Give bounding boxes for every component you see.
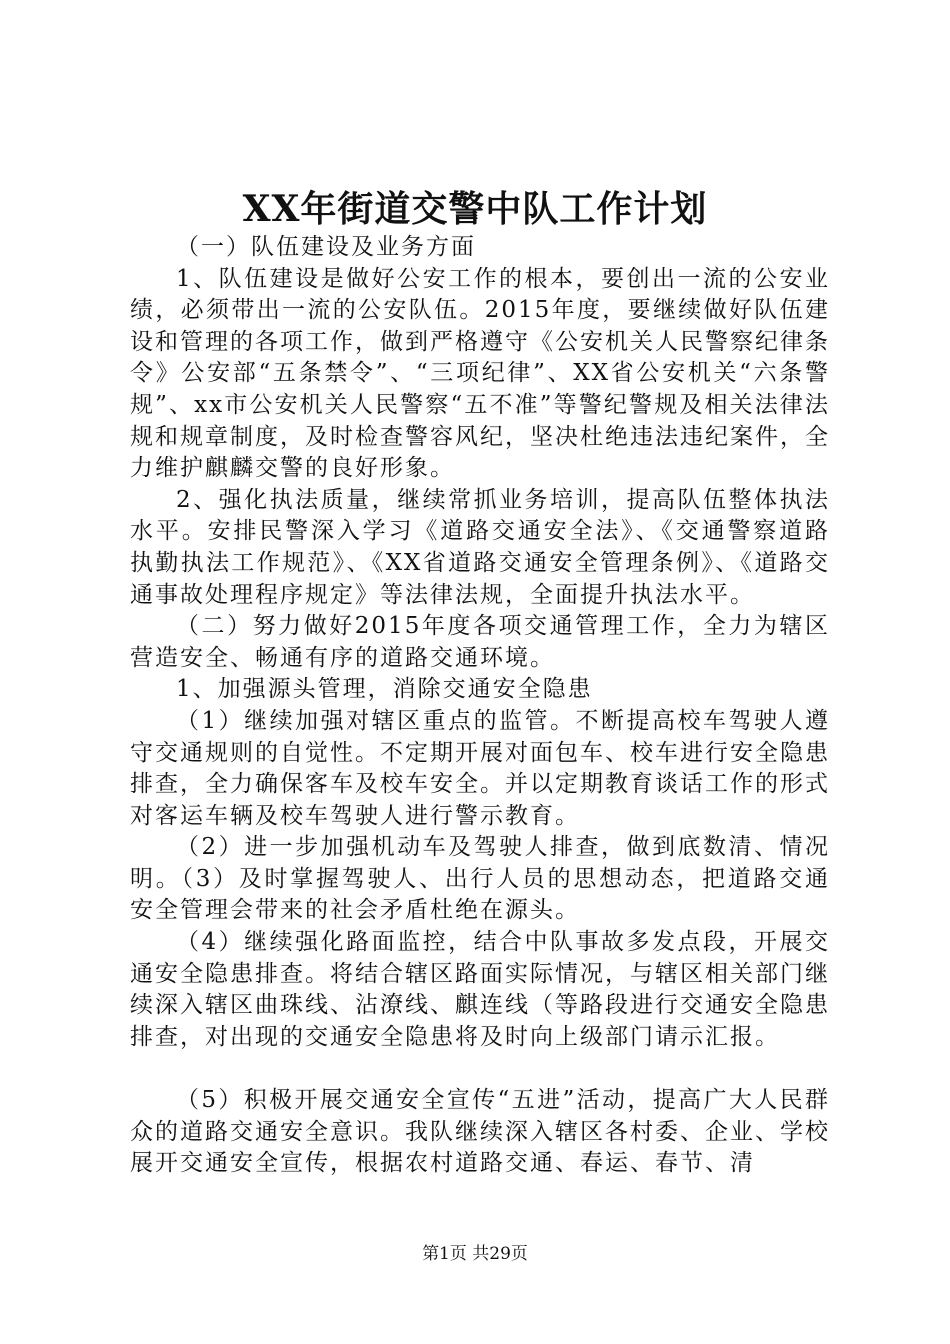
paragraph-item-2-3: （2）进一步加强机动车及驾驶人排查，做到底数清、情况明。（3）及时掌握驾驶人、出行人员的思想动态，把道路交通安全管理会带来的社会矛盾杜绝在源头。 xyxy=(130,834,830,924)
paragraph-item-4: （4）继续强化路面监控，结合中队事故多发点段，开展交通安全隐患排查。将结合辖区路面实际情况，与辖区相关部门继续深入辖区曲珠线、沾潦线、麒连线（等路段进行交通安全隐患排查，对出现的交通安全隐患将及时向上级部门请示汇报。 xyxy=(130,929,830,1050)
paragraph-team-building: 1、队伍建设是做好公安工作的根本，要创出一流的公安业绩，必须带出一流的公安队伍。2015年度，要继续做好队伍建设和管理的各项工作，做到严格遵守《公安机关人民警察纪律条令》公安部“五条禁令”、“三项纪律”、XX省公安机关“六条警规”、xx市公安机关人民警察“五不准”等警纪警规及相关法律法规和规章制度，及时检查警容风纪，坚决杜绝违法违纪案件，全力维护麒麟交警的良好形象。 xyxy=(130,265,830,482)
paragraph-source-management: 1、加强源头管理，消除交通安全隐患 xyxy=(176,676,593,703)
document-title: XX年街道交警中队工作计划 xyxy=(242,188,708,230)
paragraph-law-enforcement: 2、强化执法质量，继续常抓业务培训，提高队伍整体执法水平。安排民警深入学习《道路交通安全法》、《交通警察道路执勤执法工作规范》、《XX省道路交通安全管理条例》、《道路交通事故处理程序规定》等法律法规，全面提升执法水平。 xyxy=(130,486,830,608)
page-number-footer: 第1页 共29页 xyxy=(422,1244,528,1264)
paragraph-item-5: （5）积极开展交通安全宣传“五进”活动，提高广大人民群众的道路交通安全意识。我队继续深入辖区各村委、企业、学校展开交通安全宣传，根据农村道路交通、春运、春节、清 xyxy=(130,1087,830,1177)
paragraph-section-2-heading: （二）努力做好2015年度各项交通管理工作，全力为辖区营造安全、畅通有序的道路交通环境。 xyxy=(130,613,830,671)
document-body xyxy=(130,232,830,1180)
paragraph-section-1-heading: （一）队伍建设及业务方面 xyxy=(176,234,476,260)
paragraph-item-1: （1）继续加强对辖区重点的监管。不断提高校车驾驶人遵守交通规则的自觉性。不定期开展对面包车、校车进行安全隐患排查，全力确保客车及校车安全。并以定期教育谈话工作的形式对客运车辆及校车驾驶人进行警示教育。 xyxy=(130,707,830,829)
